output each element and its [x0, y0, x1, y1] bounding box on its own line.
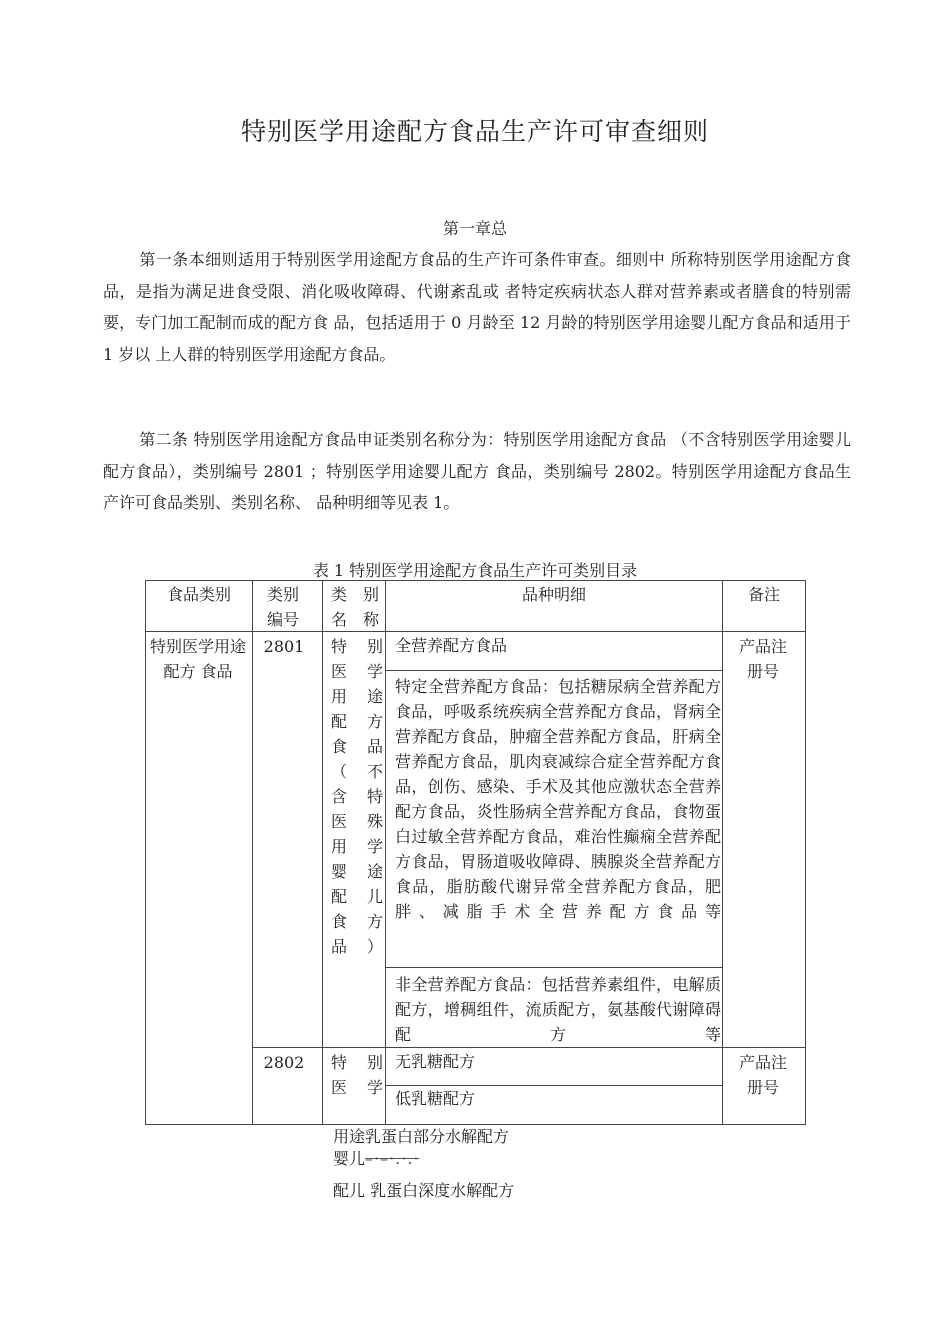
category-table: [145, 580, 805, 1125]
note-2802: 产品注册号: [738, 1053, 787, 1097]
overflow-line-3: 配儿 乳蛋白深度水解配方: [333, 1181, 515, 1200]
overflow-line-2-text: 婴儿: [333, 1149, 366, 1168]
overflow-line-2: [333, 1148, 420, 1170]
article-1-text: 第一条本细则适用于特别医学用途配方食品的生产许可条件审查。细则中 所称特别医学用途配方食品，是指为满足进食受限、消化吸收障碍、代谢紊乱或 者特定疾病状态人群对营养素或者膳食的特别需要，专门加工配制而成的配方食 品，包括适用于 0 月龄至 12 月龄的特别医学用途婴儿配方食品和适用于 1 岁以 上人群的特别医学用途配方食品。: [103, 250, 851, 364]
header-note: 备注: [747, 585, 780, 604]
article-2-text: 第二条 特别医学用途配方食品申证类别名称分为：特别医学用途配方食品 （不含特别医学用途婴儿配方食品），类别编号 2801 ；特别医学用途婴儿配方 食品，类别编号 2802。特别医学用途配方食品生产许可食品类别、类别名称、 品种明细等见表 1。: [103, 430, 851, 512]
header-detail: 品种明细: [521, 585, 586, 604]
table-rule-col-4: [722, 580, 723, 1125]
article-2: [103, 424, 851, 519]
chapter-heading: 第一章总: [442, 219, 507, 238]
header-name: 类 别 名称: [331, 585, 379, 629]
overflow-line-1: 用途乳蛋白部分水解配方: [333, 1127, 510, 1146]
code-2802: 2802: [263, 1053, 305, 1072]
note-2801: 产品注册号: [738, 637, 787, 681]
table-rule-top: [145, 580, 806, 581]
table-rule-header: [145, 631, 806, 632]
detail-2801-specific: 特定全营养配方食品：包括糖尿病全营养配方食品，呼吸系统疾病全营养配方食品，肾病全营养配方食品，肿瘤全营养配方食品，肝病全营养配方食品，肌肉衰减综合症全营养配方食品，创伤、感染、手术及其他应激状态全营养配方食品，炎性肠病全营养配方食品，食物蛋白过敏全营养配方食品，难治性癫痫全营养配方食品，胃肠道吸收障碍、胰腺炎全营养配方食品，脂肪酸代谢异常全营养配方食品，肥胖、减脂手术全营养配方食品等: [395, 677, 721, 921]
name-2802: 特 别 医学: [331, 1053, 383, 1097]
table-rule-right: [805, 580, 806, 1125]
detail-2801-full: 全营养配方食品: [395, 636, 508, 655]
table-rule-detail-1: [385, 670, 722, 671]
detail-2801-nonfull: 非全营养配方食品：包括营养素组件，电解质配方，增稠组件，流质配方，氨基酸代谢障碍配方等: [395, 975, 721, 1044]
overflow-line-2-strike: –·–·.·.·: [365, 1149, 420, 1168]
table-rule-col-1: [252, 580, 253, 1125]
name-2801: 特 别 医 学 用 途 配 方 食 品 （ 不 含 特 医 殊 用 学 婴 途 配 儿 食 方 品）: [331, 637, 383, 956]
table-rule-detail-2: [385, 967, 722, 968]
article-1: [103, 244, 851, 370]
detail-2802-lactose-free: 无乳糖配方: [395, 1052, 476, 1071]
header-category: 食品类别: [166, 585, 231, 604]
table-rule-bottom: [145, 1124, 806, 1125]
header-code: 类别编号: [266, 585, 299, 629]
code-2801: 2801: [263, 637, 305, 656]
table-rule-left: [145, 580, 146, 1125]
table-rule-col-2: [322, 580, 323, 1125]
table-rule-col-3: [385, 580, 386, 1125]
table-caption: 表 1 特别医学用途配方食品生产许可类别目录: [312, 561, 638, 580]
detail-2802-low-lactose: 低乳糖配方: [395, 1089, 476, 1108]
page-title: 特别医学用途配方食品生产许可审查细则: [240, 117, 709, 146]
food-category: 特别医学用途配方 食品: [149, 637, 246, 681]
